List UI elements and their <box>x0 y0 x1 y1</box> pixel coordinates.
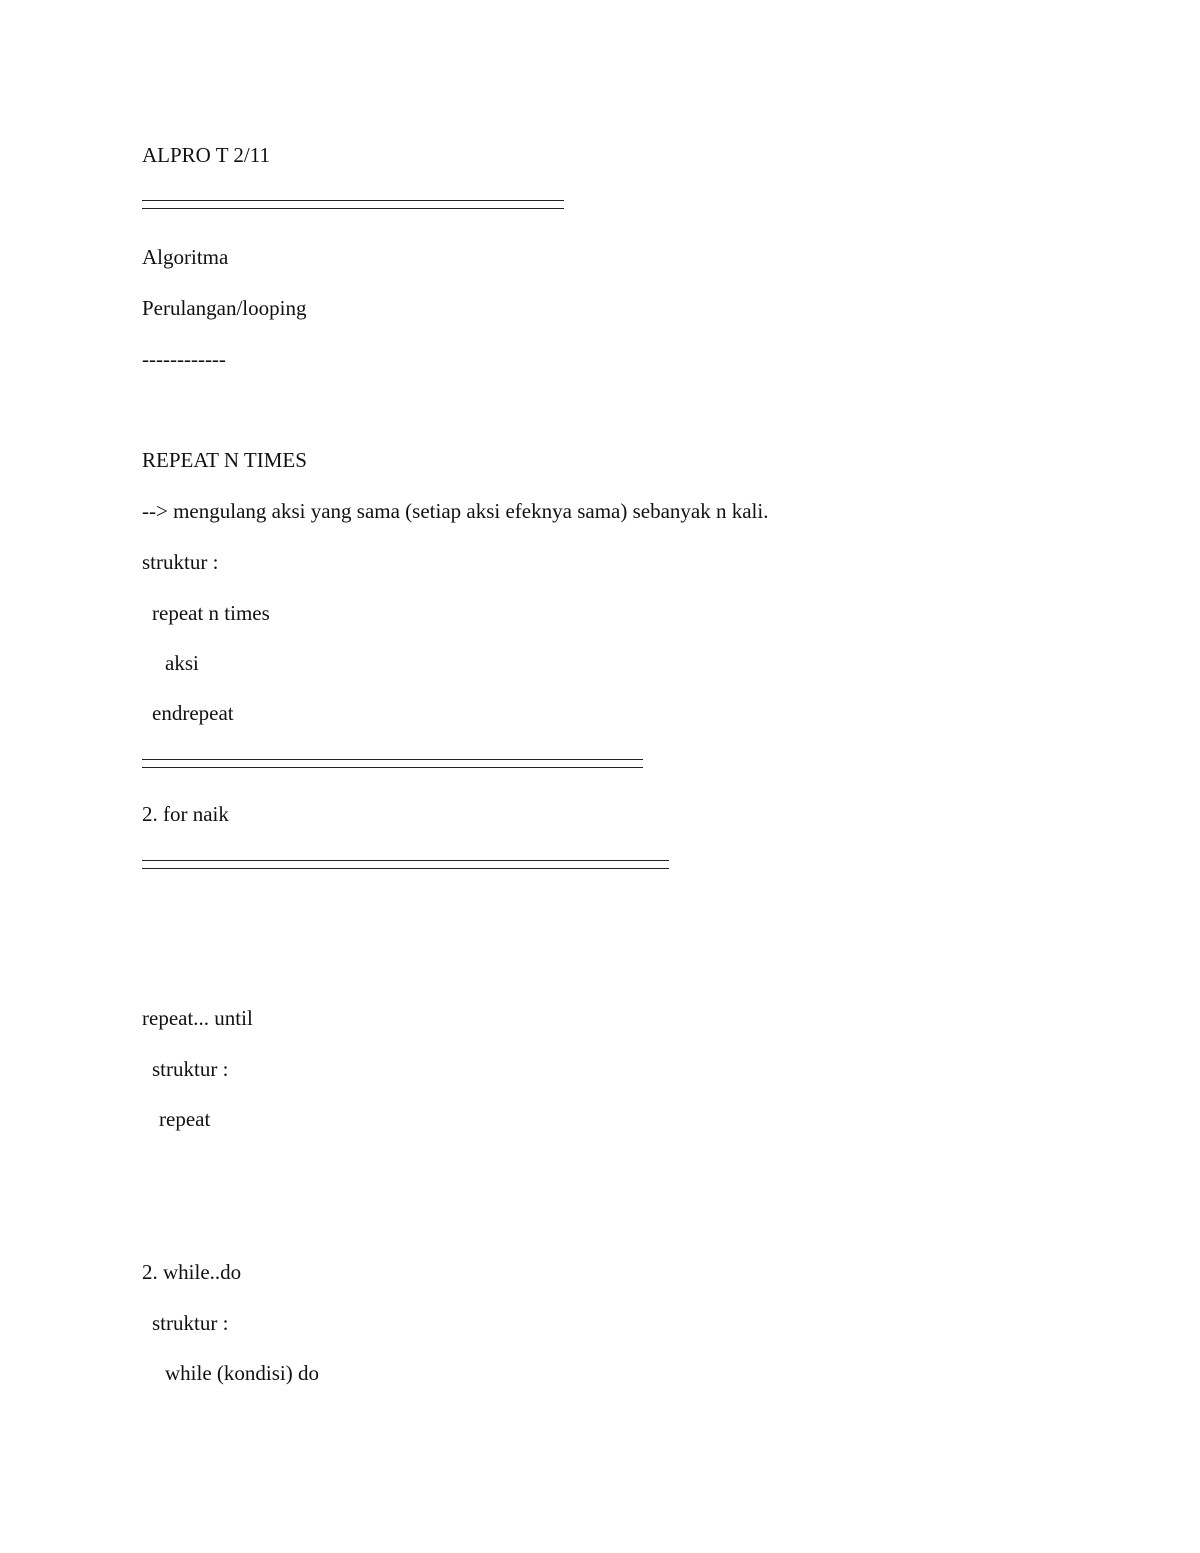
code-line: endrepeat <box>152 701 234 725</box>
section-repeat-n-description: --> mengulang aksi yang sama (setiap aksi efeknya sama) sebanyak n kali. <box>142 499 769 523</box>
double-rule-divider <box>142 200 564 209</box>
struktur-label: struktur : <box>142 550 219 574</box>
section-repeat-until-title: repeat... until <box>142 1006 253 1030</box>
section-for-title: 2. for naik <box>142 802 229 826</box>
heading-algoritma: Algoritma <box>142 245 229 269</box>
double-rule-divider <box>142 759 643 768</box>
code-line: repeat <box>159 1107 211 1131</box>
code-line: while (kondisi) do <box>165 1361 319 1385</box>
code-line: repeat n times <box>152 601 270 625</box>
struktur-label: struktur : <box>152 1311 229 1335</box>
document-title: ALPRO T 2/11 <box>142 143 270 167</box>
section-repeat-n-title: REPEAT N TIMES <box>142 448 307 472</box>
section-while-title: 2. while..do <box>142 1260 242 1284</box>
struktur-label: struktur : <box>152 1057 229 1081</box>
dash-divider: ------------ <box>142 347 226 371</box>
code-line: aksi <box>165 651 199 675</box>
heading-looping: Perulangan/looping <box>142 296 307 320</box>
double-rule-divider <box>142 860 669 869</box>
